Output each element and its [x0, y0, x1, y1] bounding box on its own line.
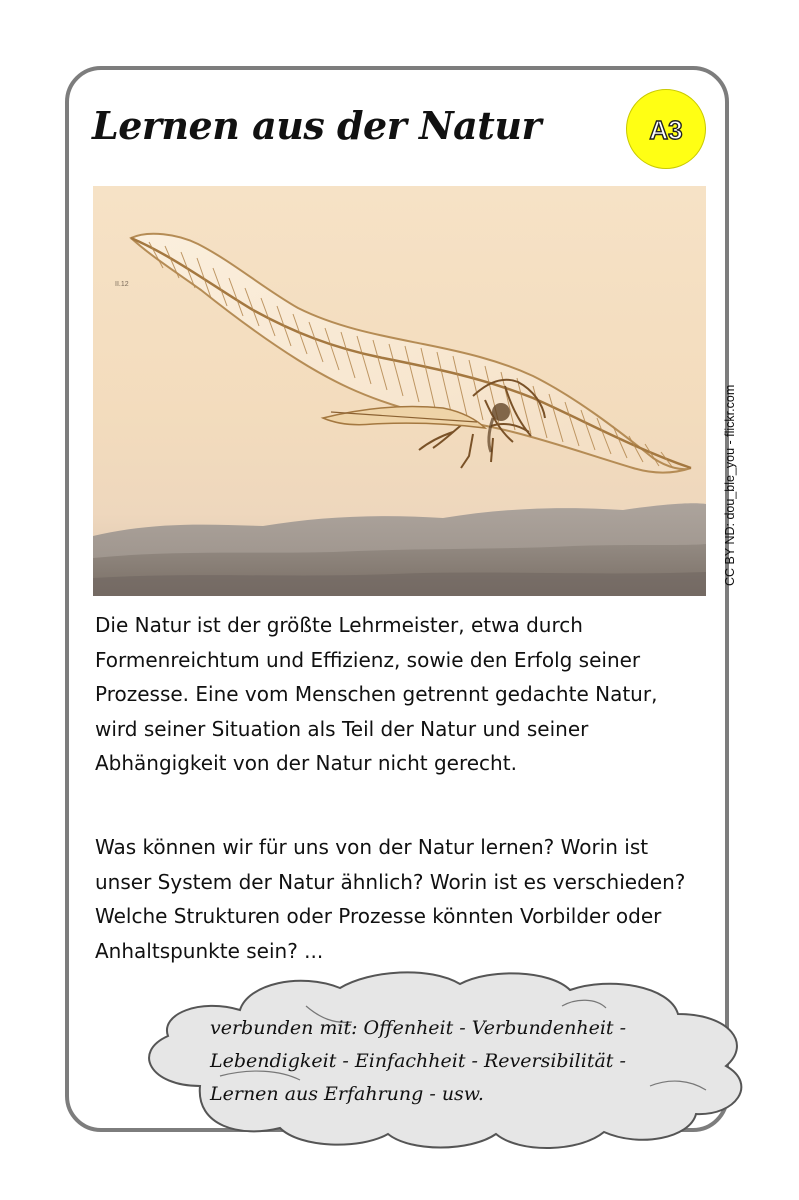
connections-line: Lebendigkeit - Einfachheit - Reversibilität -	[210, 1050, 626, 1072]
connections-line: verbunden mit: Offenheit - Verbundenheit -	[210, 1017, 626, 1039]
glider-photo	[93, 186, 706, 596]
card-id-label: A3	[649, 115, 683, 145]
svg-text:II.12: II.12	[115, 281, 129, 288]
connections-line: Lernen aus Erfahrung - usw.	[210, 1083, 484, 1105]
image-credit: CC BY ND: dou_ble_you - flickr.com	[723, 384, 737, 586]
card-title: Lernen aus der Natur	[92, 103, 542, 148]
body-paragraph-intro: Die Natur ist der größte Lehrmeister, etwa durch Formenreichtum und Effizienz, sowie den Erfolg seiner Prozesse. Eine vom Menschen getrennt gedachte Natur, wird seiner Situation als Teil der Natur und seiner Abhängigkeit von der Natur nicht gerecht.	[95, 613, 658, 775]
connections-note	[210, 1012, 626, 1111]
body-paragraph-questions: Was können wir für uns von der Natur lernen? Worin ist unser System der Natur ähnlich? Worin ist es verschieden? Welche Strukturen oder Prozesse könnten Vorbilder oder Anhaltspunkte sein? ...	[95, 835, 686, 963]
card-id-badge	[626, 89, 706, 169]
